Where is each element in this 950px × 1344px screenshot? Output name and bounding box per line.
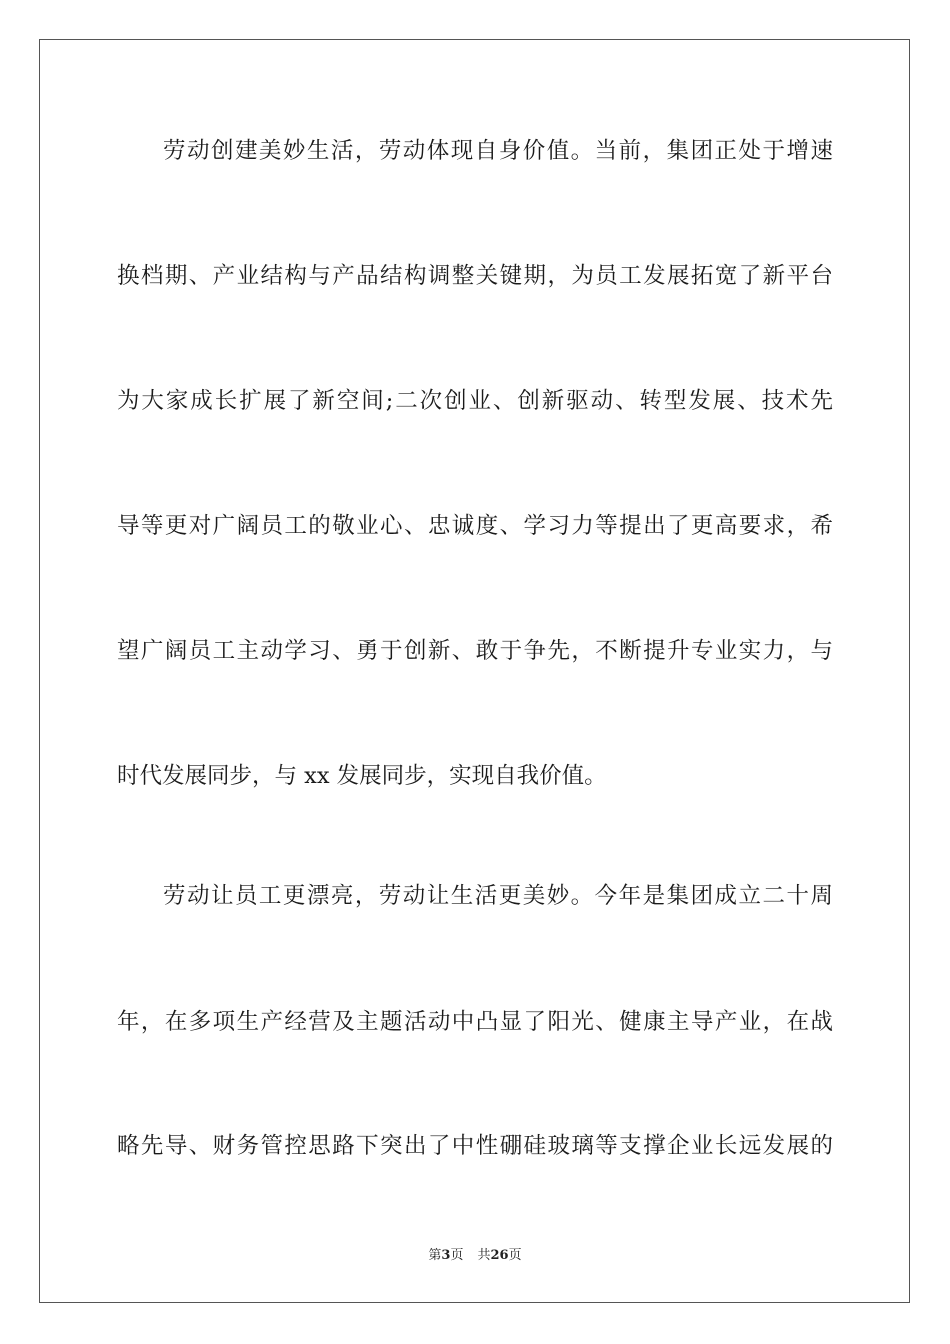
page-prefix: 第	[428, 1248, 442, 1263]
total-prefix: 共	[477, 1248, 491, 1263]
page-footer	[0, 1247, 950, 1265]
paragraph-2-line-2: 年，在多项生产经营及主题活动中凸显了阳光、健康主导产业，在战	[117, 1009, 833, 1035]
page-border	[39, 39, 910, 1303]
paragraph-1-line-4: 导等更对广阔员工的敬业心、忠诚度、学习力等提出了更高要求，希	[117, 513, 833, 539]
page-suffix: 页	[450, 1248, 464, 1263]
total-suffix: 页	[508, 1248, 522, 1263]
current-page-number: 3	[441, 1248, 451, 1263]
total-pages-number: 26	[490, 1248, 509, 1263]
paragraph-2-line-1: 劳动让员工更漂亮，劳动让生活更美妙。今年是集团成立二十周	[163, 883, 833, 909]
paragraph-1-line-5: 望广阔员工主动学习、勇于创新、敢于争先，不断提升专业实力，与	[117, 638, 833, 664]
paragraph-1-line-6: 时代发展同步，与 xx 发展同步，实现自我价值。	[117, 763, 607, 789]
paragraph-1-line-1: 劳动创建美妙生活，劳动体现自身价值。当前，集团正处于增速	[163, 138, 833, 164]
paragraph-2-line-3: 略先导、财务管控思路下突出了中性硼硅玻璃等支撑企业长远发展的	[117, 1133, 833, 1159]
paragraph-1-line-3: 为大家成长扩展了新空间;二次创业、创新驱动、转型发展、技术先	[117, 388, 833, 414]
paragraph-1-line-2: 换档期、产业结构与产品结构调整关键期，为员工发展拓宽了新平台	[117, 263, 833, 289]
